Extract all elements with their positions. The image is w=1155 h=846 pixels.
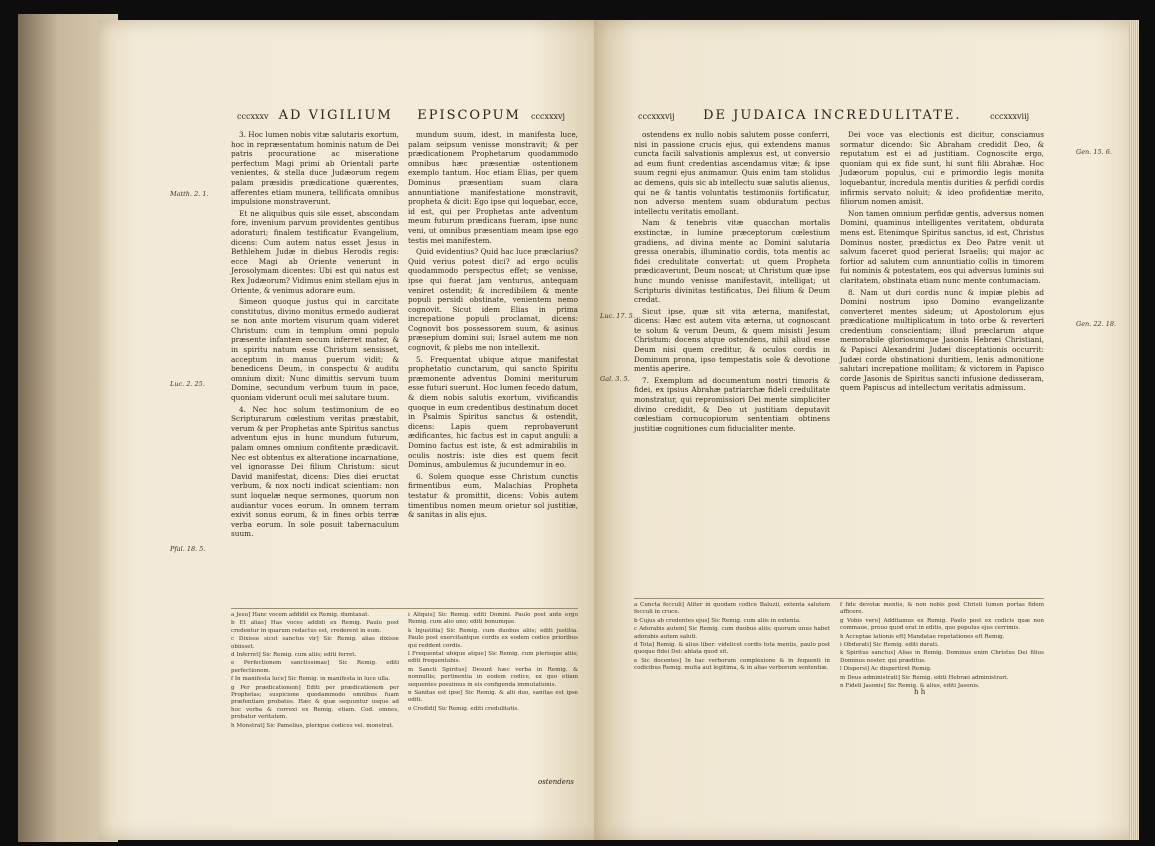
- margin-note: Gen. 15. 6.: [1076, 148, 1112, 156]
- footnote: b Cujus ab credentes ejus] Sic Remig. cum aliis in extenta.: [634, 617, 801, 624]
- right-page-number: cccxxxvij: [638, 112, 675, 121]
- footnote: c Dixisse sicut sanctus vir] Sic Remig. alias dixisse obiisset.: [231, 636, 399, 650]
- paragraph: Et ne aliquibus quis sile esset, abscondam fore, invenium parvum providentes gentibus adoraturi; finalem testificatur Evangelium, dicens: Cum autem natus esset Jesus in Bethlehem Judæ in diebus Herodis regis: ecce Magi ab Oriente venerunt in Jerosolymam dicentes: Ubi est qui natus est Rex Judæorum? Vidimus enim stellam ejus in Oriente, & venimus adorare eum.: [231, 208, 399, 295]
- right-column-2: [840, 130, 1044, 395]
- right-footnotes-1: [634, 602, 830, 674]
- footnote: e Sic docentes] In hac verborum complexione & in fequenti in codicibus Remig. multa aut legitima, & in alias verborum sententiæ.: [634, 657, 830, 672]
- footnote: d Tota] Remig. & alius liber: videlicet cordis tota mentis, paulo post quoque fidei Dei: ablata quod sit.: [634, 642, 830, 656]
- paragraph: 3. Hoc lumen nobis vitæ salutaris exortum, hoc in repræsentatum hominis natum de Dei patris procuratione ac miseratione perfectum Magi primi ab Orientali parte venientes, & stella duce Judæorum regem palam præsidis prædicatione quærentes, afferentes etiam munera, tellificata omnibus impulsione monstraverunt.: [231, 130, 399, 207]
- book-spread: [18, 14, 1143, 842]
- paragraph: mundum suum, idest, in manifesta luce, palam seipsum venisse monstravit; & per prædicationem Prophetarum quodammodo omnibus hæc præsentiæ ostentionem exemplo tantum. Hoc etiam Elias, per quem Dominus præsentiam suam clara annuntiatione manifestatione monstravit, propheta & dicit: Ego ipse qui loquebar, ecce, id est, qui per Prophetas ante adventum meum futurum prædicans fueram, ipse nunc veni, ut omnibus præsentiam meam ipse ego testis mei manifestem.: [408, 130, 578, 245]
- footnote: o Credidi] Sic Remig. editi credulitatis.: [408, 705, 520, 712]
- footnote: g Per prædicationem] Editi per prædicationem per Prophetas; suspicione quodammodo omnibus fuam præfentiam probatus. Hæc & quæ sequuntur usque ad hoc verba & correxi ex Remig. etiam. Cod. omnes, probatur veritatem.: [231, 684, 399, 721]
- footnote: d Inferret] Sic Remig. cum aliis; editi ferret.: [231, 652, 357, 659]
- footnote: h Monstrat] Sic Pamelius, plerique codices vel. monstrat.: [231, 722, 394, 729]
- footnote: n Sanitas est ipse] Sic Remig. & alii duo, sanitas est ipse editi.: [408, 690, 578, 704]
- footnote: n Fideli Jasonis] Sic Remig. & alius, editi Jasonis.: [840, 683, 980, 690]
- margin-note: Gen. 22. 18.: [1076, 320, 1117, 328]
- footnote: h Acceptae lationis eft] Mandatae repetationes eft Remig.: [840, 633, 1005, 640]
- footnote-divider: [634, 598, 1044, 599]
- left-head-title-2: EPISCOPUM: [417, 108, 521, 123]
- left-footnotes-1: [231, 612, 399, 731]
- right-page-number-right: cccxxxviij: [990, 112, 1030, 121]
- footnote: i Aliquis] Sic Remig. editi Domini. Paulo post ante ergo Remig. cum alio uno; editi bonumque.: [408, 612, 578, 626]
- footnote: i Obdurati] Sic Remig. editi durati.: [840, 642, 939, 649]
- footnote: m Deus administrati] Sic Remig. editi Hebræi administrari.: [840, 674, 1009, 681]
- footnote: a Cuncta fecculi] Aliter in quodam codice Baluzii, extenta salutem fecculi in cruce.: [634, 602, 830, 616]
- right-head-title: DE JUDAICA INCREDULITATE.: [703, 108, 962, 123]
- footnote: f fide devotæ mentis, & non nobis post Christi lumen portas fidem afficere.: [840, 602, 1044, 616]
- right-footnotes-2: [840, 602, 1044, 691]
- margin-note: Matth. 2. 1.: [170, 190, 209, 198]
- right-page: [594, 20, 1139, 840]
- margin-note: Luc. 17. 5.: [600, 312, 635, 320]
- left-running-head: [233, 108, 569, 123]
- left-page-number-right: cccxxxvj: [531, 112, 565, 121]
- footnote: g Vobis vero] Additamus ex Remig. Paulo post ex codicis quæ non commaue, prouo quod erat in editis, quo populus ejus cerrimis.: [840, 617, 1044, 632]
- paragraph: 8. Nam ut duri cordis nunc & impiæ plebis ad Domini nostrum ipso Domino evangelizante converteret mentes sideum; ut Apostolorum ejus prædicatione multiplicatum in toto orbe & reverteri credentium conscientiam; illud præclarum atque memorabile gloriosumque Jasonis Hebræi Christiani, & Papisci Alexandrini Judæi disceptationis occurrit: Judæi corde obstinationi duritiem, lenis admonitione salutari increpatione mollitam; & victorem in Papisco corde Jasonis de Spiritus sancti infusione dedisseram, quem Papiscus ad intellectum veritatis admissum.: [840, 287, 1044, 393]
- paragraph: Sicut ipse, quæ sit vita æterna, manifestat, dicens: Hæc est autem vita æterna, ut cognoscant te solum & verum Deum, & quem misisti Jesum Christum: docens atque ostendens, nihil aliud esse Deum nisi quem creditur, & oculos cordis in Dominum prona, ipso tempestatis sole & devotione mentis aperire.: [634, 306, 830, 374]
- paragraph: Simeon quoque justus qui in carcitate constitutus, divino monitus ermedo audierat se non ante mortem visurum quam videret Christum: cum in templum omni populo præsente infantem secum inferret mater, & in spiritu natum esse Christum sensisset, acceptum in manus puerum vidit; & benedicens Deum, in conspectu & auditu omnium dixit: Nunc dimittis servum tuum Domine, secundum verbum tuum in pace, quoniam viderunt oculi mei salutare tuum.: [231, 297, 399, 403]
- margin-note: Pfal. 18. 5.: [170, 545, 206, 553]
- paragraph: 7. Exemplum ad documentum nostri timoris & fidei, ex ipsius Abrahæ patriarchæ fideli credulitate monstratur, qui repromissiori Dei mente simpliciter divino credidit, & Deo ut justitiam deputavit cœlestiam cornucopiorum sententiam obtinens justitiæ cognitiones cum fiducialiter mente.: [634, 375, 830, 433]
- margin-note: Gal. 3. 5.: [600, 375, 630, 383]
- paragraph: Non tamen omnium perfidæ gentis, adversus nomen Domini, quaminus intelligentes veritatem, obdurata mens est. Etenimque Spiritus sanctus, id est, Christus Dominus noster, prædictus ex Deo Patre venit ut salvum faceret quod perierat Israelis; qui major ac fortior ad salutem cum annuntiatio collis in timorem fui nominis & potestatem, eos qui adversus luminis sui claritatem, obstinata etiam nunc mente contumaciam.: [840, 208, 1044, 285]
- margin-note: Luc. 2. 25.: [170, 380, 205, 388]
- footnote: f In manifesta luce] Sic Remig. in manifesta in luce ulla.: [231, 676, 391, 683]
- footnote: b Et alias] Has voces addidi ex Remig. Paulo post credentur in quarum redactus est, crederent in eum.: [231, 620, 399, 634]
- signature-mark: h h: [914, 688, 926, 696]
- footnote-divider: [231, 608, 578, 609]
- paragraph: ostendens ex nullo nobis salutem posse conferri, nisi in passione crucis ejus, qui extendens manus cuncta facili salvationis amplexus est, ut conversio ad eum fiunt credentias ascendamus vitæ; & ipse suum regni ejus animamur. Quis enim tam stolidus ac demens, quis sic ab intellectu suæ salutis alienus, qui ne & tantis voluntatis testimoniis fortificatur, non adverso mentem suam obduratum pectus intellectu veritatis emollant.: [634, 130, 830, 216]
- left-footnotes-2: [408, 612, 578, 714]
- left-column-2: [408, 130, 578, 522]
- left-head-title-1: AD VIGILIUM: [278, 108, 393, 123]
- footnote: c Adorabis autem] Sic Remig. cum duobus aliis; quorum unus habet adorabis autem saluti.: [634, 626, 830, 640]
- footnote: m Sancti Spiritus] Desunt hæc verba in Remig. & nonnullis; pertinentia in eodem codice, ex quo etiam sequentes posuimus in eis configenda immutationis.: [408, 666, 578, 688]
- left-page: [98, 20, 608, 840]
- paragraph: 5. Frequentat ubique atque manifestat prophetatio cunctarum, qui sancto Spiritu præmonente adventus Domini meriturum esse futuri suerunt. Hoc lumen fecedo datum, & diem nobis salutis exortum, vivificandis quoque in eum credentibus destinatum docet in Psalmis Spiritus sanctus & ostendit, dicens: Lapis quem reprobaverunt ædificantes, hic factus est in caput anguli: a Domino factus est iste, & est admirabilis in oculis nostris: iste dies est quem fecit Dominus, ambulemus & jucundemur in eo.: [408, 354, 578, 470]
- catchword: ostendens: [538, 778, 574, 786]
- footnote: k Injustitia] Sic Remig. cum duobus aliis; editi justitia. Paulo post exercitantque cordis ex eodem codice prioribus qui reddent cordis.: [408, 627, 578, 649]
- paragraph: Nam & tenebris vitæ quacchan mortalis exstinctæ, in lumine præceptorum cœlestium gradiens, ad divina mente ac Domini salutaria gressa onerabis, illuminatio cordis, tota mentis ac fidei credulitate convertat: ut quem Propheta prædicaverunt, Deum noscat; ut Christum quæ ipse hunc mundo venisse manifestavit, intelligat; ut Scripturis divinitas testificatus, Dei filium & Deum credat.: [634, 218, 830, 305]
- footnote: l Dispersi] Ac dispertiret Remig.: [840, 666, 932, 673]
- footnote: a Jesu] Hanc vocem addidit ex Remig. dumtaxat.: [231, 612, 370, 618]
- left-page-number: cccxxxv: [237, 112, 269, 121]
- footnote: e Perfectionem sanctissimae] Sic Remig. editi perfectionem.: [231, 660, 399, 674]
- footnote: k Spiritus sanctus] Alias in Remig. Dominus enim Christus Dei filius Dominus noster, qui præditus.: [840, 650, 1044, 664]
- book-edge-right: [1129, 20, 1139, 840]
- paragraph: 6. Solem quoque esse Christum cunctis firmentibus eum, Malachias Propheta testatur & promittit, dicens: Vobis autem timentibus nomen meum orietur sol justitiæ, & sanitas in alis ejus.: [408, 471, 578, 520]
- left-column-1: [231, 130, 399, 541]
- right-running-head: [634, 108, 1033, 123]
- paragraph: Quid evidentius? Quid hac luce præclarius? Quid verius potest dici? ad ergo oculis quodammodo perspectus effet; se venisse, ipse qui fuerat jam venturus, antequam veniret ostendit; & incredibilem & mente populi persidi obstinate, venientem nemo cognovit. Sicut idem Elias in prima increpatione populi proclamat, dicens: Cognovit bos possessorem suum, & asinus præsepium domini sui; Israel autem me non cognovit, & plebs me non intellexit.: [408, 247, 578, 353]
- footnote: l Frequentat ubique atque] Sic Remig. cum plerisque aliis; editi frequentabis.: [408, 651, 578, 665]
- paragraph: Dei voce vas electionis est dicitur, consciamus sormatur dicendo: Sic Abraham credidit Deo, & reputatum est ei ad justitiam. Cognoscite ergo, quoniam qui ex fide sunt, hi sunt filii Abrahæ. Hoc Judæorum populus, cui e primordio legis monita loquebantur, incredula mentis durities & perfidi cordis infirmis servato noluit; & ideo profidentiæ merito, filiorum nomen amisit.: [840, 130, 1044, 207]
- right-column-1: [634, 130, 830, 435]
- paragraph: 4. Nec hoc solum testimonium de eo Scripturarum cœlestium veritas præstabit, verum & per Prophetas ante Spiritus sanctus adventum ejus in hunc mundum futurum, palam omnes omnium confitente prædicavit. Nec est obtentus ex alteratione incarnatione, vel ignorasse Dei filium Christum: sicut David manifestat, dicens: Dies diei eructat verbum, & nox nocti indicat scientiam: non sunt loquelæ neque sermones, quorum non audiantur voces eorum. In omnem terram exivit sonus eorum, & in fines orbis terræ verba eorum. In sole posuit tabernaculum suum.: [231, 404, 399, 539]
